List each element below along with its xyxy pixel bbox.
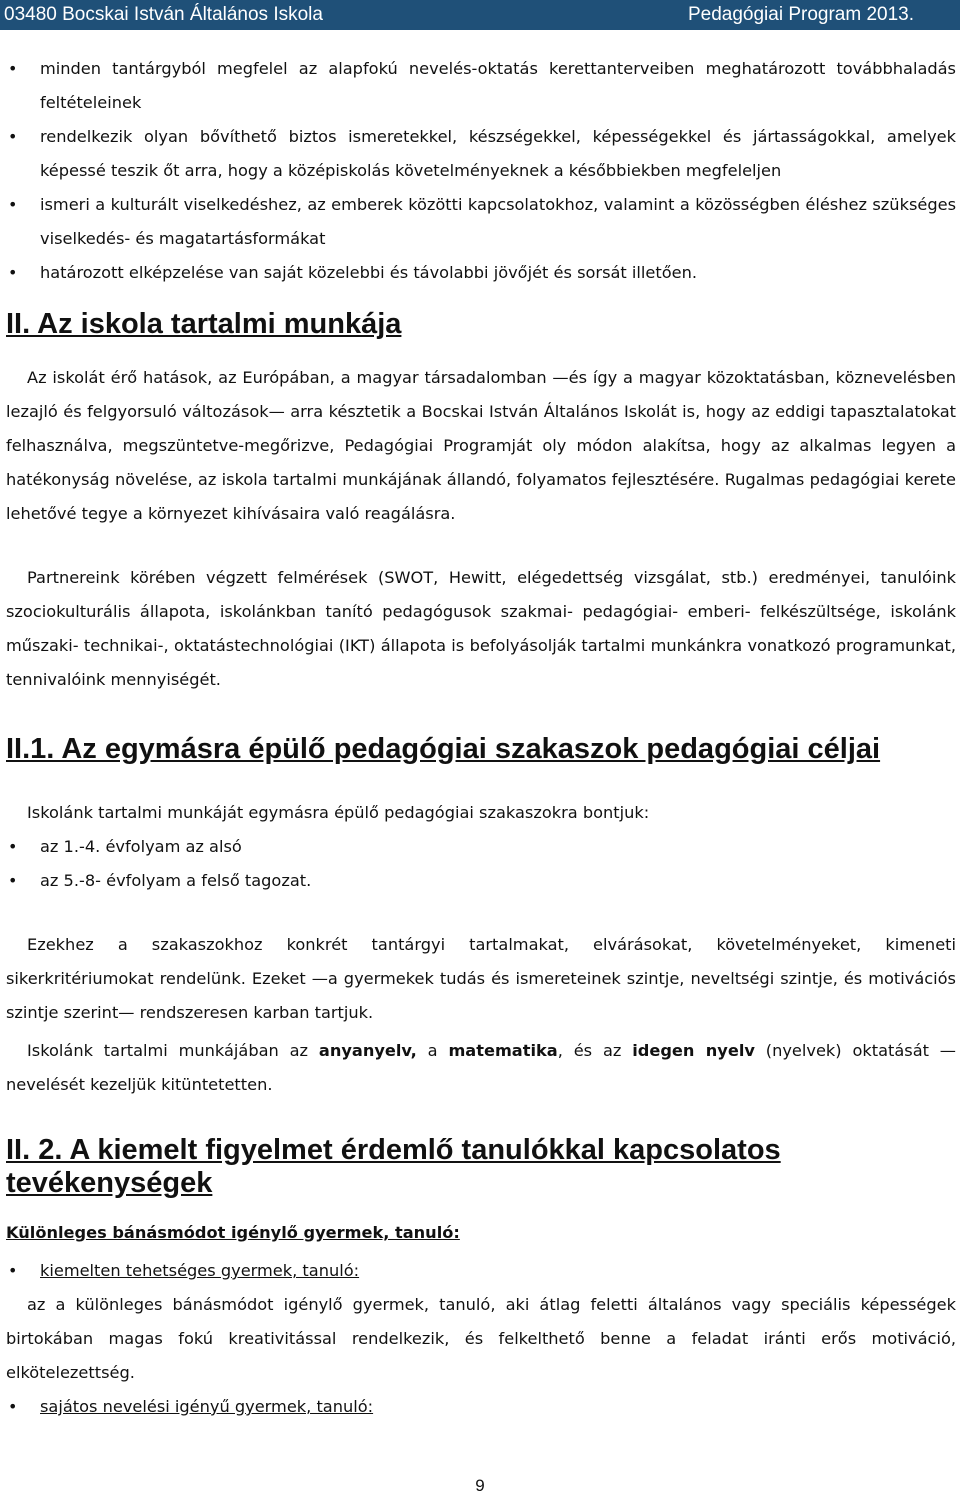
item-label: sajátos nevelési igényű gyermek, tanuló: (40, 1397, 374, 1416)
section-heading-ii: II. Az iskola tartalmi munkája (6, 308, 402, 340)
item-label: kiemelten tehetséges gyermek, tanuló: (40, 1261, 360, 1280)
bold-term: idegen nyelv (632, 1041, 755, 1060)
section-ii1-intro: Iskolánk tartalmi munkáját egymásra épülő pedagógiai szakaszokra bontjuk: (27, 803, 650, 822)
text-run: , és az (557, 1041, 633, 1060)
intro-bullet-list (6, 52, 956, 290)
list-item: • az 5.-8- évfolyam a felső tagozat. (6, 864, 956, 898)
document-body (6, 52, 956, 1424)
special-needs-bullet-list (6, 1254, 956, 1288)
list-item: • rendelkezik olyan bővíthető biztos ismeretekkel, készségekkel, képességekkel és jártasságokkal, amelyek képessé teszik őt arra, hogy a középiskolás követelményeknek a későbbiekben megfeleljen (6, 120, 956, 188)
list-item: • határozott elképzelése van saját közelebbi és távolabbi jövőjét és sorsát illetően. (6, 256, 956, 290)
page-number: 9 (475, 1476, 485, 1495)
stage-bullet-list (6, 830, 956, 898)
text-run: (nyelvek) oktatását —nevelését kezeljük kitüntetetten. (6, 1041, 956, 1094)
section-ii1-paragraph-2 (6, 1034, 956, 1102)
list-item: • az 1.-4. évfolyam az alsó (6, 830, 956, 864)
list-item: • minden tantárgyból megfelel az alapfokú nevelés-oktatás kerettanterveiben meghatározott továbbhaladás feltételeinek (6, 52, 956, 120)
header-program-title: Pedagógiai Program 2013. (687, 4, 914, 25)
list-item: • ismeri a kulturált viselkedéshez, az emberek közötti kapcsolatokhoz, valamint a közösségben éléshez szükséges viselkedés- és magatartásformákat (6, 188, 956, 256)
bold-term: anyanyelv, (318, 1041, 417, 1060)
section-ii1-paragraph-1: Ezekhez a szakaszokhoz konkrét tantárgyi tartalmakat, elvárásokat, követelményeket, kimeneti sikerkritériumokat rendelünk. Ezeket —a gyermekek tudás és ismereteinek szintje, neveltségi szintje, és motivációs szintje szerint— rendszeresen karban tartjuk. (6, 935, 956, 1022)
bold-term: matematika (448, 1041, 558, 1060)
text-run: a (416, 1041, 449, 1060)
special-needs-bullet-list-2 (6, 1390, 956, 1424)
subheading-special-needs: Különleges bánásmódot igénylő gyermek, tanuló: (6, 1223, 460, 1242)
header-school-name: 03480 Bocskai István Általános Iskola (4, 4, 323, 25)
text-run: Iskolánk tartalmi munkájában az (27, 1041, 319, 1060)
list-item (6, 1390, 956, 1424)
section-heading-ii-2: II. 2. A kiemelt figyelmet érdemlő tanulókkal kapcsolatos tevékenységek (6, 1134, 781, 1199)
item-description: az a különleges bánásmódot igénylő gyermek, tanuló, aki átlag feletti általános vagy speciális képességek birtokában magas fokú kreativitással rendelkezik, és felkelthető benne a feladat iránti erős motiváció, elkötelezettség. (6, 1295, 956, 1382)
page-header (0, 0, 960, 30)
section-ii-paragraph-1: Az iskolát érő hatások, az Európában, a magyar társadalomban —és így a magyar közoktatásban, köznevelésben lezajló és felgyorsuló változások— arra késztetik a Bocskai István Általános Iskolát is, hogy az eddigi tapasztalatokat felhasználva, megszüntetve-megőrizve, Pedagógiai Programját oly módon alakítsa, hogy az alkalmas legyen a hatékonyság növelése, az iskola tartalmi munkájának állandó, folyamatos fejlesztésére. Rugalmas pedagógiai kerete lehetővé tegye a környezet kihívásaira való reagálásra. (6, 368, 956, 523)
section-ii-paragraph-2: Partnereink körében végzett felmérések (SWOT, Hewitt, elégedettség vizsgálat, stb.) eredményei, tanulóink szociokulturális állapota, iskolánkban tanító pedagógusok szakmai- pedagógiai- emberi- felkészültsége, iskolánk műszaki- technikai-, oktatástechnológiai (IKT) állapota is befolyásolják tartalmi munkánkra vonatkozó programunkat, tennivalóink mennyiségét. (6, 568, 956, 689)
list-item (6, 1254, 956, 1288)
section-heading-ii-1: II.1. Az egymásra épülő pedagógiai szakaszok pedagógiai céljai (6, 733, 881, 765)
